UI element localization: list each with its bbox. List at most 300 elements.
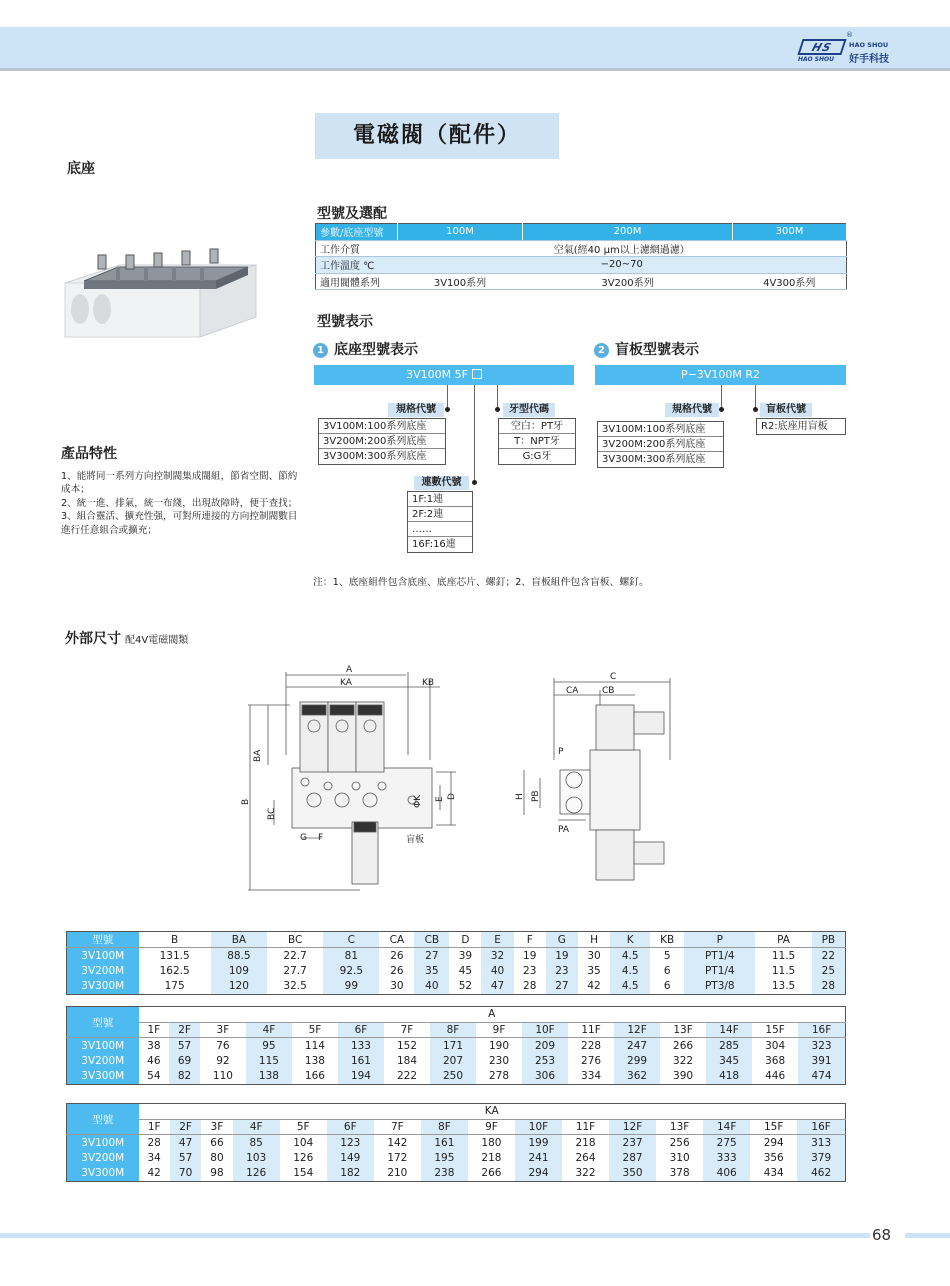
table-cell: 110: [212, 1070, 233, 1082]
table2-header: 13F: [660, 1022, 706, 1038]
table-cell: 275: [703, 1135, 750, 1151]
table-cell: 34: [147, 1151, 161, 1164]
connector-dot: [472, 480, 477, 485]
connector-line: [755, 385, 756, 409]
blind-coding-heading: [594, 339, 699, 359]
table2-row-model: 3V300M: [67, 1069, 139, 1085]
dim-label-BC: BC: [267, 807, 277, 820]
table-cell: 368: [765, 1054, 786, 1067]
table-cell: 287: [609, 1150, 656, 1166]
table2-row-model: 3V200M: [67, 1053, 139, 1069]
table-cell: 11.5: [771, 964, 796, 977]
connector-dot: [495, 407, 500, 412]
table-cell: 222: [396, 1070, 417, 1082]
table-cell: 149: [327, 1150, 374, 1166]
features-heading: 產品特性: [61, 446, 117, 462]
selection-heading: 型號及選配: [317, 206, 387, 222]
table-cell: 299: [614, 1053, 660, 1069]
table2-row-model: 3V100M: [67, 1038, 139, 1054]
table-cell: 82: [169, 1069, 200, 1085]
table-cell: 345: [706, 1053, 752, 1069]
table-cell: 40: [481, 963, 513, 979]
table-cell: 26: [390, 964, 404, 977]
table-cell: 57: [169, 1038, 200, 1054]
table-cell: 70: [170, 1166, 201, 1182]
table-cell: 66: [210, 1136, 224, 1149]
connector-dot: [753, 407, 758, 412]
table2-header: 14F: [706, 1022, 752, 1038]
table1-header: BA: [211, 932, 267, 948]
dims-table-2: [66, 1006, 846, 1085]
table-cell: 40: [414, 979, 449, 995]
table-cell: 175: [164, 980, 185, 992]
table2-header: 4F: [246, 1022, 292, 1038]
series-100m: 3V100系列: [398, 273, 523, 290]
table3-header: 1F: [139, 1119, 170, 1135]
table-cell: 39: [458, 949, 473, 962]
table-cell: 27: [546, 979, 578, 995]
dim-label-blind: 盲板: [406, 835, 425, 845]
list-item: 16F:16連: [412, 539, 456, 550]
table-cell: 247: [614, 1038, 660, 1054]
count-code-list: [407, 491, 473, 553]
dim-label-K: ΦK: [413, 795, 423, 808]
table1-row-model: 3V100M: [67, 948, 139, 964]
table-cell: 180: [481, 1136, 502, 1149]
table2-header: 6F: [338, 1022, 384, 1038]
dims-subheading: 配4V電磁閥類: [125, 635, 189, 646]
table-cell: 237: [609, 1135, 656, 1151]
table-cell: 109: [211, 963, 267, 979]
table-cell: 133: [338, 1038, 384, 1054]
brand-name-zh: 好手科技: [849, 54, 889, 65]
table-cell: 6: [663, 964, 671, 977]
table-cell: 98: [210, 1167, 224, 1179]
table3-header: 9F: [468, 1119, 515, 1135]
table1-header: E: [481, 932, 513, 948]
table1-header: D: [449, 932, 481, 948]
table3-header: 13F: [656, 1119, 703, 1135]
table-cell: 47: [481, 979, 513, 995]
table-cell: 92.5: [323, 963, 379, 979]
table-cell: 253: [522, 1053, 568, 1069]
table-cell: 166: [304, 1070, 325, 1082]
table-cell: 30: [587, 949, 601, 962]
table-cell: 323: [798, 1038, 845, 1054]
table-cell: 32: [481, 948, 513, 964]
base-heading: 底座: [67, 161, 95, 177]
table-cell: 218: [575, 1136, 596, 1149]
table-cell: 194: [338, 1069, 384, 1085]
table-cell: 172: [387, 1151, 408, 1164]
base-coding-title: 底座型號表示: [334, 342, 418, 358]
table-cell: 356: [763, 1151, 784, 1164]
table1-header: KB: [650, 932, 684, 948]
table-cell: 207: [430, 1053, 476, 1069]
table-cell: 45: [458, 964, 473, 977]
table3-header: 12F: [609, 1119, 656, 1135]
table3-group: KA: [139, 1104, 846, 1120]
table-cell: 85: [233, 1135, 280, 1151]
logo-mark: HS: [797, 39, 846, 55]
table1-header: CA: [379, 932, 414, 948]
selection-header-100m: 100M: [398, 224, 523, 241]
table-cell: 266: [673, 1039, 694, 1052]
table-cell: 5: [663, 949, 671, 962]
table2-header: 9F: [476, 1022, 522, 1038]
table3-corner: 型號: [67, 1104, 139, 1135]
list-item: 3V200M:200系列底座: [598, 437, 723, 452]
table-cell: 162.5: [159, 964, 190, 977]
table-cell: 418: [706, 1069, 752, 1085]
dim-label-E: E: [435, 796, 445, 802]
table-cell: 250: [430, 1069, 476, 1085]
list-item: 空白：PT牙: [499, 419, 575, 434]
table1-header: C: [323, 932, 379, 948]
base-coding-heading: [313, 339, 418, 359]
brand-name-en: HAO SHOU: [849, 41, 889, 49]
table-cell: 99: [323, 979, 379, 995]
table-cell: 161: [338, 1053, 384, 1069]
table-cell: 322: [673, 1054, 694, 1067]
table3-row-model: 3V200M: [67, 1150, 139, 1166]
connector-dot: [445, 407, 450, 412]
dim-label-G: G: [300, 833, 307, 843]
table-cell: 4.5: [610, 948, 650, 964]
table-cell: 35: [414, 963, 449, 979]
table3-header: 8F: [421, 1119, 468, 1135]
table-cell: 294: [763, 1136, 784, 1149]
medium-label: 工作介質: [316, 240, 398, 257]
list-item: 1F:1連: [408, 492, 472, 507]
dim-label-P: P: [558, 747, 564, 757]
dims-table-3: [66, 1103, 846, 1182]
table1-header: H: [578, 932, 610, 948]
table-cell: 38: [147, 1039, 161, 1052]
table1-header: CB: [414, 932, 449, 948]
table-cell: 313: [797, 1135, 845, 1151]
table1-header: PB: [812, 932, 846, 948]
table-cell: 81: [323, 948, 379, 964]
table-cell: 32.5: [283, 980, 307, 992]
table-cell: 184: [396, 1054, 417, 1067]
series-label: 適用閥體系列: [316, 273, 398, 290]
table2-header: 10F: [522, 1022, 568, 1038]
connector-line: [497, 385, 498, 409]
thread-code-label: 牙型代碼: [503, 403, 555, 417]
dims-heading: [65, 628, 188, 648]
table-cell: 138: [304, 1054, 325, 1067]
list-item: 3V100M:100系列底座: [319, 419, 445, 434]
base-code-bar: [314, 365, 574, 385]
connector-line: [447, 385, 448, 409]
table-cell: 28: [523, 980, 537, 992]
table-cell: 209: [522, 1038, 568, 1054]
table-cell: 6: [663, 980, 671, 992]
temp-label: 工作溫度 ℃: [316, 257, 398, 274]
table-cell: 266: [481, 1167, 502, 1179]
table3-header: 4F: [233, 1119, 280, 1135]
series-300m: 4V300系列: [733, 273, 847, 290]
table-cell: PT1/4: [684, 963, 755, 979]
table-cell: 390: [673, 1070, 694, 1082]
table-cell: 434: [763, 1167, 784, 1179]
table1-header: G: [546, 932, 578, 948]
placeholder-square-icon: [472, 369, 482, 379]
table-cell: 306: [522, 1069, 568, 1085]
selection-header-200m: 200M: [523, 224, 733, 241]
table-cell: 152: [396, 1039, 417, 1052]
table-cell: 30: [390, 980, 404, 992]
table-cell: 406: [703, 1166, 750, 1182]
table3-row-model: 3V300M: [67, 1166, 139, 1182]
table-cell: 285: [706, 1038, 752, 1054]
table1-header: PA: [755, 932, 811, 948]
blind-spec-label: 規格代號: [665, 403, 719, 417]
dims-table-1: [66, 931, 846, 995]
dim-label-A: A: [346, 665, 353, 675]
table-cell: 322: [575, 1167, 596, 1179]
table-cell: 333: [703, 1150, 750, 1166]
table-cell: 13.5: [771, 980, 796, 992]
table-cell: 95: [246, 1038, 292, 1054]
count-code-label: 連數代號: [414, 476, 469, 490]
table-cell: 4.5: [610, 979, 650, 995]
table-cell: 23: [546, 963, 578, 979]
table-cell: 126: [293, 1151, 314, 1164]
dim-label-D: D: [447, 793, 457, 800]
spec-code-list: [318, 418, 446, 465]
table1-header: B: [139, 932, 211, 948]
table2-header: 8F: [430, 1022, 476, 1038]
table3-header: 7F: [374, 1119, 421, 1135]
dim-label-F: F: [318, 833, 324, 843]
table-cell: 304: [765, 1039, 786, 1052]
table1-header: BC: [267, 932, 323, 948]
features-text: 1、能將同一系列方向控制閥集成閥組，節省空間、節約成本； 2、統一進、排氣，統一布綫，出現故障時，便于查找； 3、組合靈活、擴充性强，可對所連接的方向控制閥數目進行任意組合或擴充；: [61, 471, 298, 536]
table-cell: 462: [797, 1166, 845, 1182]
table-cell: 28: [147, 1136, 161, 1149]
table-cell: 391: [798, 1053, 845, 1069]
table-cell: 276: [581, 1054, 602, 1067]
page-title: 電磁閥（配件）: [315, 113, 559, 159]
table-cell: 228: [581, 1039, 602, 1052]
dim-label-CA: CA: [566, 686, 579, 696]
table-cell: 42: [147, 1167, 161, 1179]
table3-header: 11F: [562, 1119, 609, 1135]
table-cell: 19: [523, 949, 537, 962]
list-item: 3V200M:200系列底座: [319, 434, 445, 449]
table-cell: 350: [609, 1166, 656, 1182]
table-cell: 88.5: [211, 948, 267, 964]
table-cell: 230: [488, 1054, 510, 1067]
list-item: R2:底座用盲板: [761, 421, 828, 432]
table3-header: 3F: [201, 1119, 232, 1135]
spec-code-label: 規格代號: [388, 403, 444, 417]
table3-row-model: 3V100M: [67, 1135, 139, 1151]
base-code: 3V100M 5F: [406, 368, 468, 381]
dim-label-B: B: [241, 798, 251, 805]
table-cell: 11.5: [771, 949, 796, 962]
table3-header: 5F: [280, 1119, 327, 1135]
table-cell: 57: [170, 1150, 201, 1166]
table-cell: 103: [233, 1150, 280, 1166]
table1-corner: 型號: [67, 932, 139, 948]
table-cell: 210: [387, 1167, 408, 1179]
table-cell: 22.7: [283, 949, 307, 962]
table-cell: 190: [488, 1039, 510, 1052]
table1-row-model: 3V200M: [67, 963, 139, 979]
list-item: 2F:2連: [408, 507, 472, 522]
series-200m: 3V200系列: [523, 273, 733, 290]
table-cell: 27.7: [283, 964, 307, 977]
table-cell: 131.5: [159, 949, 190, 962]
table2-header: 2F: [169, 1022, 200, 1038]
table2-group: A: [139, 1007, 846, 1023]
temp-value: −20~70: [398, 257, 847, 274]
dim-label-H: H: [515, 793, 525, 800]
table3-header: 6F: [327, 1119, 374, 1135]
blind-code-list: [756, 418, 846, 435]
table-cell: 115: [246, 1053, 292, 1069]
table3-header: 16F: [797, 1119, 845, 1135]
dims-heading-text: 外部尺寸: [65, 631, 121, 647]
table-cell: 123: [327, 1135, 374, 1151]
table-cell: 25: [812, 963, 846, 979]
coding-heading: 型號表示: [317, 314, 373, 330]
table-cell: 218: [481, 1151, 502, 1164]
table2-header: 5F: [292, 1022, 338, 1038]
table-cell: 138: [246, 1069, 292, 1085]
blind-spec-list: [597, 421, 724, 468]
footer-band: [0, 1233, 870, 1238]
table-cell: 195: [421, 1150, 468, 1166]
table-cell: 154: [293, 1167, 314, 1179]
table3-header: 14F: [703, 1119, 750, 1135]
page-number: 68: [872, 1226, 892, 1244]
table-cell: 120: [211, 979, 267, 995]
selection-header-300m: 300M: [733, 224, 847, 241]
logo-sub: HAO SHOU: [798, 56, 834, 63]
table-cell: 142: [387, 1136, 408, 1149]
connector-dot: [719, 407, 724, 412]
table-cell: 161: [421, 1135, 468, 1151]
dim-label-KA: KA: [340, 678, 352, 688]
footer-band: [905, 1233, 950, 1238]
table-cell: 264: [575, 1151, 596, 1164]
table-cell: 114: [304, 1039, 325, 1052]
dim-label-BA: BA: [253, 749, 263, 762]
table-cell: PT1/4: [684, 948, 755, 964]
table-cell: 52: [458, 980, 473, 992]
table-cell: 28: [812, 979, 846, 995]
list-item: T：NPT牙: [499, 434, 575, 449]
table-cell: 76: [216, 1039, 230, 1052]
table-cell: 26: [390, 949, 404, 962]
table2-header: 16F: [798, 1022, 845, 1038]
table-cell: 92: [216, 1054, 230, 1067]
number-badge-2: 2: [594, 343, 609, 358]
table2-corner: 型號: [67, 1007, 139, 1038]
dimension-drawing: [240, 660, 690, 900]
blind-code-bar: [595, 365, 846, 385]
dim-label-PB: PB: [531, 790, 541, 802]
blind-code: P−3V100M R2: [681, 368, 760, 381]
table2-header: 1F: [139, 1022, 170, 1038]
selection-header-param: 參數/底座型號: [316, 224, 398, 241]
table2-header: 11F: [568, 1022, 614, 1038]
table-cell: 474: [798, 1069, 845, 1085]
table-cell: 446: [765, 1070, 786, 1082]
blind-coding-title: 盲板型號表示: [615, 342, 699, 358]
table-cell: 278: [488, 1070, 510, 1082]
table2-header: 7F: [384, 1022, 430, 1038]
table3-header: 15F: [750, 1119, 797, 1135]
table-cell: 69: [169, 1053, 200, 1069]
dim-label-PA: PA: [558, 825, 570, 835]
table-cell: 379: [797, 1150, 845, 1166]
table-cell: 171: [430, 1038, 476, 1054]
table-cell: 199: [515, 1135, 562, 1151]
table-cell: 362: [614, 1069, 660, 1085]
number-badge-1: 1: [313, 343, 328, 358]
table-cell: 126: [233, 1166, 280, 1182]
brand-logo: [798, 31, 890, 65]
list-item: 3V300M:300系列底座: [323, 451, 427, 462]
table2-header: 15F: [752, 1022, 798, 1038]
table-cell: 4.5: [610, 963, 650, 979]
connector-line: [721, 385, 722, 409]
table3-header: 2F: [170, 1119, 201, 1135]
table-cell: 241: [515, 1150, 562, 1166]
table-cell: 19: [546, 948, 578, 964]
table-cell: PT3/8: [684, 979, 755, 995]
list-item: 3V300M:300系列底座: [602, 454, 706, 465]
table-cell: 47: [170, 1135, 201, 1151]
dim-label-KB: KB: [422, 678, 435, 688]
table1-header: P: [684, 932, 755, 948]
table-cell: 104: [293, 1136, 314, 1149]
note-text: 注：1、底座組件包含底座、底座芯片、螺釘；2、盲板組件包含盲板、螺釘。: [313, 577, 649, 588]
table1-header: K: [610, 932, 650, 948]
table-cell: 54: [147, 1070, 161, 1082]
table-cell: 310: [669, 1151, 690, 1164]
list-item: G:G牙: [522, 451, 552, 462]
table-cell: 294: [515, 1166, 562, 1182]
table2-header: 3F: [200, 1022, 246, 1038]
registered-mark: ®: [846, 31, 853, 39]
table-cell: 182: [327, 1166, 374, 1182]
medium-value: 空氣(經40 μm以上濾網過濾）: [398, 240, 847, 257]
table-cell: 378: [669, 1167, 690, 1179]
selection-table: [315, 223, 847, 290]
table1-header: F: [514, 932, 546, 948]
thread-code-list: [498, 418, 576, 465]
list-item: ……: [408, 522, 472, 537]
table-cell: 22: [812, 948, 846, 964]
table-cell: 256: [669, 1136, 690, 1149]
blind-code-label: 盲板代號: [760, 403, 812, 417]
table-cell: 334: [581, 1070, 602, 1082]
table-cell: 238: [421, 1166, 468, 1182]
table3-header: 10F: [515, 1119, 562, 1135]
table2-header: 12F: [614, 1022, 660, 1038]
dim-label-C: C: [610, 672, 617, 682]
list-item: 3V100M:100系列底座: [598, 422, 723, 437]
table-cell: 23: [523, 964, 537, 977]
table-cell: 42: [587, 980, 601, 992]
table-cell: 46: [147, 1054, 161, 1067]
